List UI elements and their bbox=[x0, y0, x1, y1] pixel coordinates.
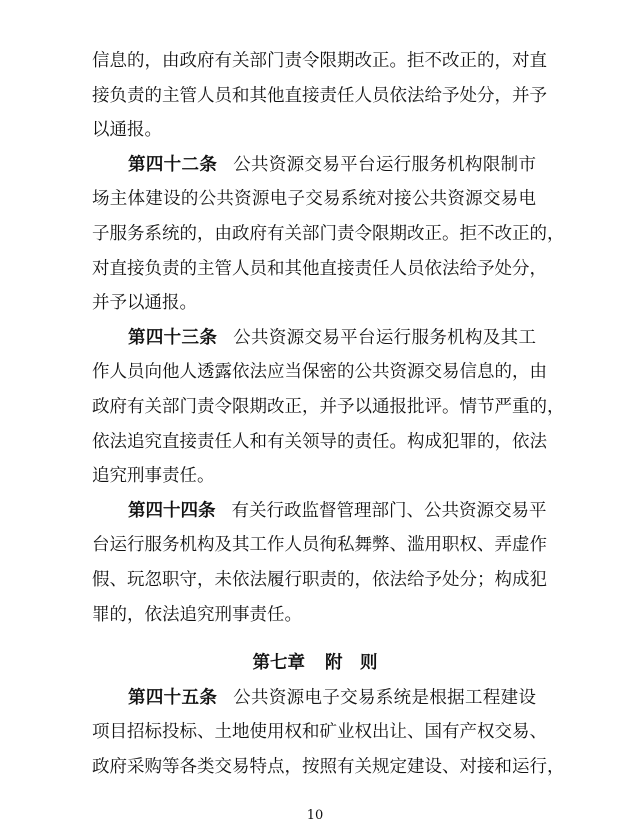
article-text: 有关行政监督管理部门、公共资源交易平 bbox=[231, 501, 547, 521]
article-43-first-line bbox=[128, 327, 536, 349]
text-line: 台运行服务机构及其工作人员徇私舞弊、滥用职权、弄虚作 bbox=[92, 535, 547, 555]
chapter-title: 附 则 bbox=[325, 653, 378, 673]
text-line: 并予以通报。 bbox=[92, 293, 197, 313]
text-line: 项目招标投标、土地使用权和矿业权出让、国有产权交易、 bbox=[92, 722, 547, 742]
article-45-first-line bbox=[128, 687, 536, 709]
text-line: 政府采购等各类交易特点，按照有关规定建设、对接和运行， bbox=[92, 757, 565, 777]
text-line: 接负责的主管人员和其他直接责任人员依法给予处分，并予 bbox=[92, 86, 547, 106]
chapter-heading bbox=[0, 652, 630, 674]
text-line: 对直接负责的主管人员和其他直接责任人员依法给予处分， bbox=[92, 259, 547, 279]
text-line: 依法追究直接责任人和有关领导的责任。构成犯罪的，依法 bbox=[92, 432, 547, 452]
text-line: 作人员向他人透露依法应当保密的公共资源交易信息的，由 bbox=[92, 362, 547, 382]
article-42-first-line bbox=[128, 154, 536, 176]
article-number: 第四十五条 bbox=[128, 688, 218, 708]
page-number: 10 bbox=[306, 808, 324, 823]
article-number: 第四十四条 bbox=[128, 501, 216, 521]
article-44-first-line bbox=[128, 500, 547, 522]
chapter-number: 第七章 bbox=[252, 653, 305, 673]
article-text: 公共资源交易平台运行服务机构及其工 bbox=[233, 328, 537, 348]
article-number: 第四十二条 bbox=[128, 155, 218, 175]
article-text: 公共资源电子交易系统是根据工程建设 bbox=[233, 688, 537, 708]
text-line: 以通报。 bbox=[92, 120, 162, 140]
text-line: 场主体建设的公共资源电子交易系统对接公共资源交易电 bbox=[92, 189, 536, 209]
text-line: 罪的，依法追究刑事责任。 bbox=[92, 605, 302, 625]
article-number: 第四十三条 bbox=[128, 328, 218, 348]
text-line: 追究刑事责任。 bbox=[92, 466, 215, 486]
text-line: 政府有关部门责令限期改正，并予以通报批评。情节严重的， bbox=[92, 397, 565, 417]
text-line: 假、玩忽职守，未依法履行职责的，依法给予处分；构成犯 bbox=[92, 570, 547, 590]
article-text: 公共资源交易平台运行服务机构限制市 bbox=[233, 155, 537, 175]
text-line: 信息的，由政府有关部门责令限期改正。拒不改正的，对直 bbox=[92, 51, 547, 71]
text-line: 子服务系统的，由政府有关部门责令限期改正。拒不改正的， bbox=[92, 224, 565, 244]
